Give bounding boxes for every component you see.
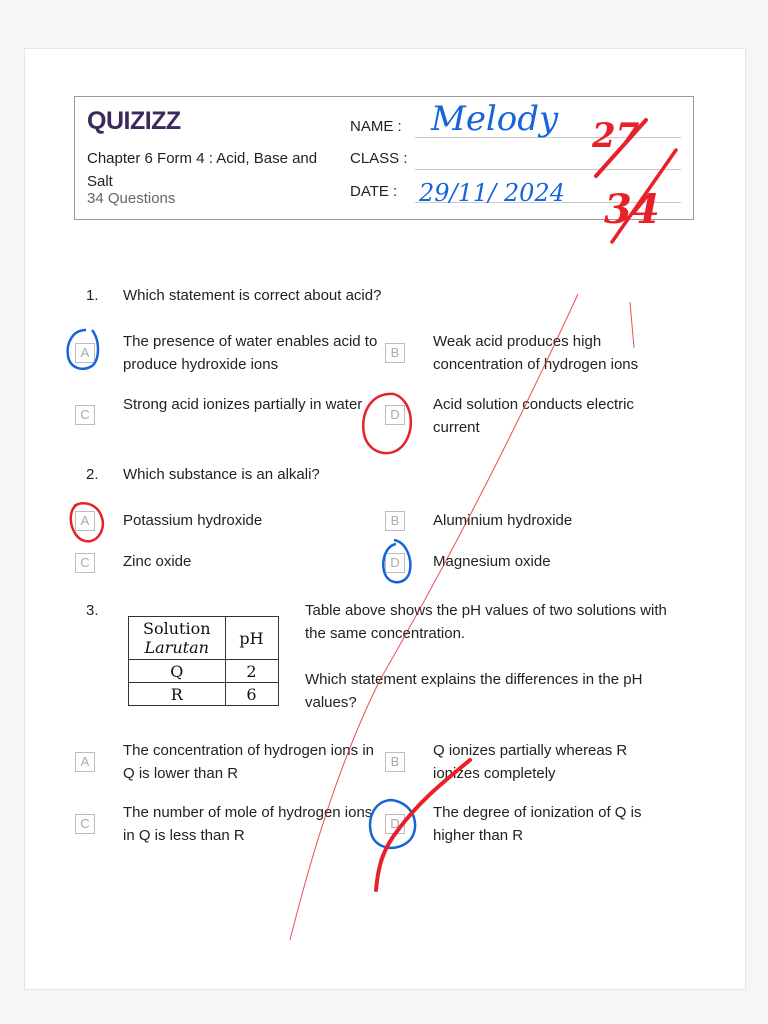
handwritten-date: 29/11/ 2024 bbox=[419, 179, 565, 207]
table-row bbox=[129, 660, 279, 683]
score-denominator: 34 bbox=[604, 186, 660, 233]
ph-table-header-row bbox=[129, 617, 279, 660]
ph-table-cell-solution: Q bbox=[129, 660, 226, 683]
q1-option-d-text: Acid solution conducts electric current bbox=[433, 396, 634, 436]
ph-table-head-ph: pH bbox=[225, 617, 278, 660]
question-2-text: Which substance is an alkali? bbox=[123, 466, 320, 483]
q1-option-d-box[interactable]: D bbox=[385, 405, 405, 425]
ph-table-cell-ph: 2 bbox=[225, 660, 278, 683]
class-line bbox=[415, 169, 681, 170]
q2-option-b-text: Aluminium hydroxide bbox=[433, 512, 573, 529]
q3-option-c-text: The number of mole of hydrogen ions in Q is less than R bbox=[123, 804, 373, 844]
question-2-number: 2. bbox=[86, 466, 99, 483]
q2-option-c-box[interactable]: C bbox=[75, 553, 95, 573]
q2-option-c-text: Zinc oxide bbox=[123, 553, 192, 570]
q2-option-d-box[interactable]: D bbox=[385, 553, 405, 573]
q3-option-b-box[interactable]: B bbox=[385, 752, 405, 772]
q2-option-a-text: Potassium hydroxide bbox=[123, 512, 263, 529]
q1-option-c-box[interactable]: C bbox=[75, 405, 95, 425]
question-3-text-part2: Which statement explains the differences in the pH values? bbox=[305, 671, 643, 711]
q3-option-b-text: Q ionizes partially whereas R ionizes completely bbox=[433, 742, 628, 782]
question-count: 34 Questions bbox=[87, 190, 176, 207]
handwritten-name: Melody bbox=[431, 99, 559, 139]
q1-option-b-text: Weak acid produces high concentration of hydrogen ions bbox=[433, 333, 639, 373]
name-label: NAME : bbox=[350, 118, 402, 135]
q3-option-a-text: The concentration of hydrogen ions in Q is lower than R bbox=[123, 742, 374, 782]
date-label: DATE : bbox=[350, 183, 398, 200]
q2-option-b-box[interactable]: B bbox=[385, 511, 405, 531]
q1-option-a-box[interactable]: A bbox=[75, 343, 95, 363]
table-row bbox=[129, 683, 279, 706]
q1-option-b-box[interactable]: B bbox=[385, 343, 405, 363]
quiz-title: Chapter 6 Form 4 : Acid, Base and Salt bbox=[87, 150, 318, 190]
ph-table-head-solution-ms: Larutan bbox=[144, 638, 209, 657]
q3-option-d-text: The degree of ionization of Q is higher than R bbox=[433, 804, 642, 844]
q2-option-a-box[interactable]: A bbox=[75, 511, 95, 531]
q1-option-c-text: Strong acid ionizes partially in water bbox=[123, 396, 363, 413]
question-3-text-part1: Table above shows the pH values of two solutions with the same concentration. bbox=[305, 602, 667, 642]
ph-table bbox=[128, 616, 279, 706]
worksheet-header bbox=[74, 96, 694, 220]
q1-option-a-text: The presence of water enables acid to produce hydroxide ions bbox=[123, 333, 378, 373]
q3-option-d-box[interactable]: D bbox=[385, 814, 405, 834]
q3-option-a-box[interactable]: A bbox=[75, 752, 95, 772]
class-label: CLASS : bbox=[350, 150, 408, 167]
q2-option-d-text: Magnesium oxide bbox=[433, 553, 551, 570]
question-1-number: 1. bbox=[86, 287, 99, 304]
question-1-text: Which statement is correct about acid? bbox=[123, 287, 382, 304]
quizizz-logo: QUIZIZZ bbox=[87, 107, 181, 135]
ph-table-head-solution-en: Solution bbox=[143, 619, 211, 638]
q3-option-c-box[interactable]: C bbox=[75, 814, 95, 834]
ph-table-cell-solution: R bbox=[129, 683, 226, 706]
ph-table-head-solution bbox=[129, 617, 226, 660]
score-numerator: 27 bbox=[592, 116, 640, 156]
ph-table-cell-ph: 6 bbox=[225, 683, 278, 706]
question-3-number: 3. bbox=[86, 602, 99, 619]
